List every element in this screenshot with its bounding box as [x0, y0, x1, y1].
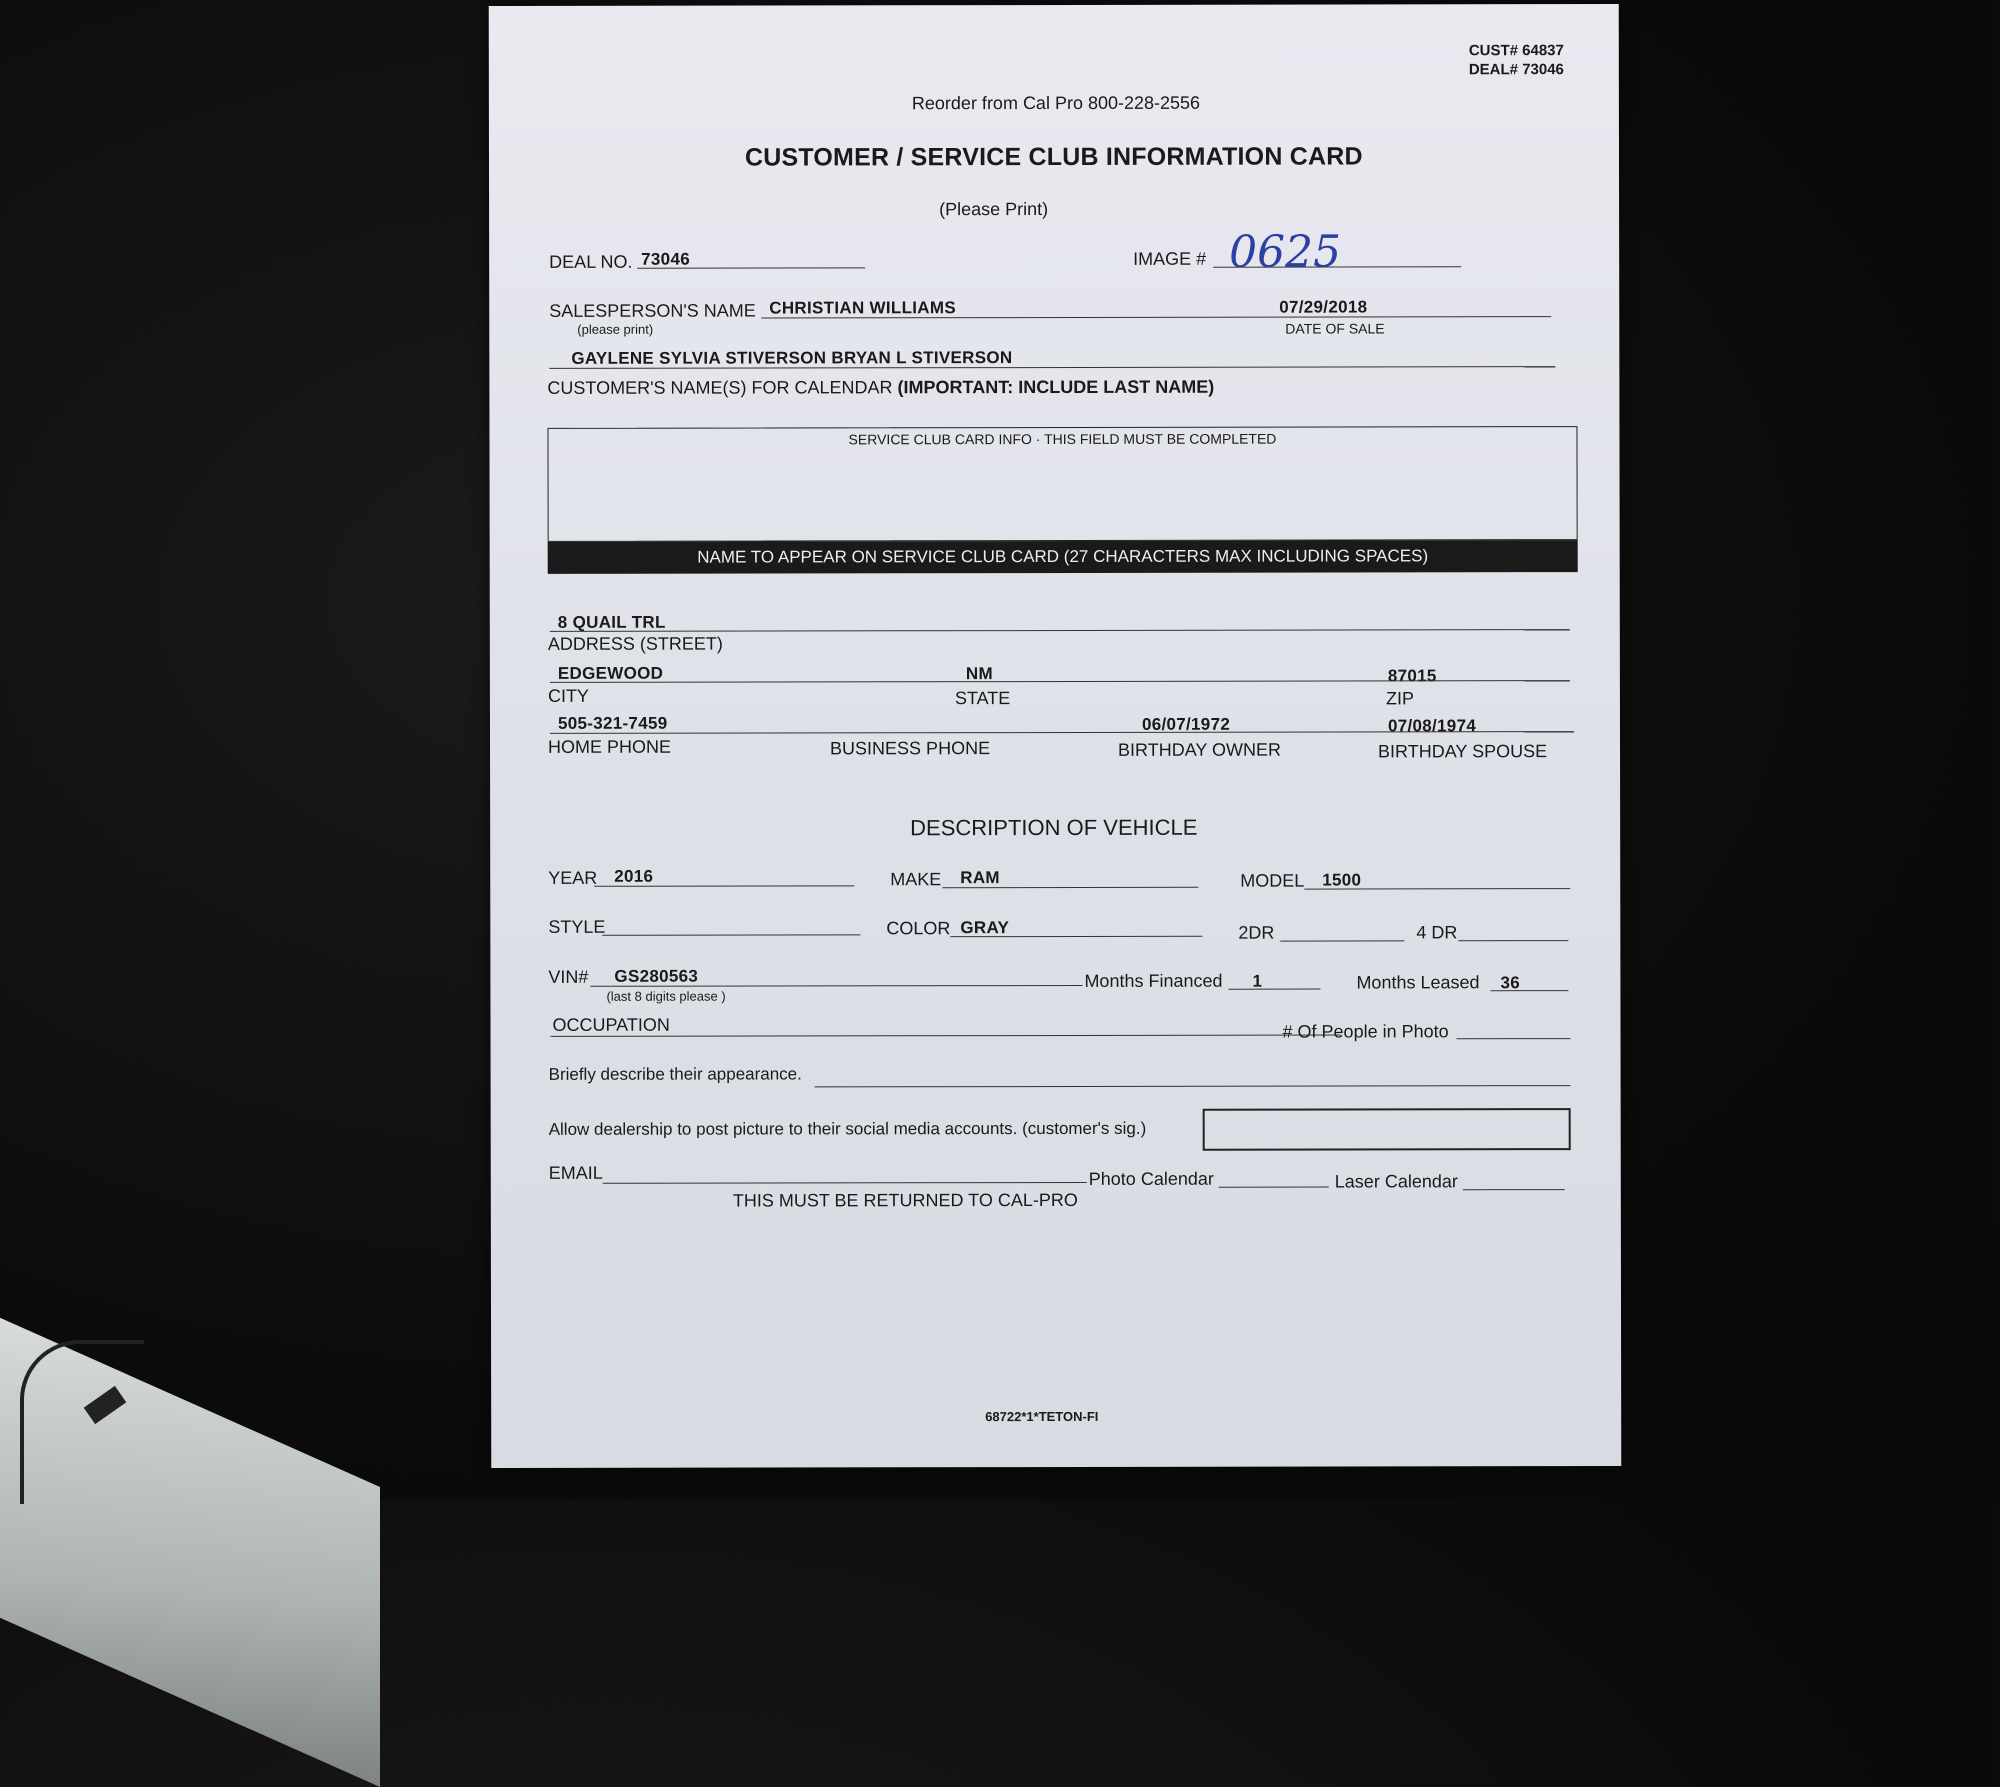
- birthday-owner-value: 06/07/1972: [1141, 714, 1231, 734]
- model-label: MODEL: [1240, 870, 1305, 891]
- image-no-label: IMAGE #: [1133, 248, 1207, 269]
- fourdr-line: [1458, 940, 1568, 941]
- make-label: MAKE: [890, 869, 942, 890]
- birthday-owner-label: BIRTHDAY OWNER: [1118, 739, 1282, 760]
- vehicle-heading: DESCRIPTION OF VEHICLE: [910, 814, 1198, 841]
- email-label: EMAIL: [548, 1162, 603, 1183]
- city-value: EDGEWOOD: [557, 663, 664, 683]
- customer-names-value: GAYLENE SYLVIA STIVERSON BRYAN L STIVERSON: [571, 348, 1013, 368]
- image-no-handwritten: 0625: [1229, 226, 1342, 278]
- please-print-note: (Please Print): [939, 199, 1049, 220]
- salesperson-label: SALESPERSON'S NAME: [549, 300, 756, 321]
- color-value: GRAY: [960, 918, 1010, 938]
- footer-code: 68722*1*TETON-FI: [985, 1408, 1099, 1425]
- customer-names-label-important: (IMPORTANT: INCLUDE LAST NAME): [897, 376, 1215, 398]
- email-line: [603, 1182, 1087, 1184]
- street-value: 8 QUAIL TRL: [557, 612, 666, 632]
- salesperson-value: CHRISTIAN WILLIAMS: [769, 298, 956, 318]
- style-line: [602, 934, 860, 935]
- twodr-label: 2DR: [1238, 922, 1275, 943]
- reorder-note: Reorder from Cal Pro 800-228-2556: [911, 92, 1201, 114]
- vin-label: VIN#: [548, 966, 589, 987]
- state-value: NM: [965, 664, 993, 684]
- zip-value: 87015: [1387, 666, 1437, 686]
- page-title: CUSTOMER / SERVICE CLUB INFORMATION CARD: [744, 142, 1363, 172]
- social-media-label: Allow dealership to post picture to their social media accounts. (customer's sig.): [548, 1118, 1147, 1139]
- salesperson-sublabel: (please print): [577, 321, 654, 337]
- social-media-signature-box: [1203, 1108, 1571, 1151]
- people-in-photo-line: [1457, 1038, 1571, 1039]
- months-leased-value: 36: [1500, 973, 1520, 993]
- laser-calendar-line: [1463, 1189, 1565, 1190]
- vin-value: GS280563: [614, 966, 699, 986]
- service-club-name-bar: NAME TO APPEAR ON SERVICE CLUB CARD (27 CHARACTERS MAX INCLUDING SPACES): [548, 540, 1578, 574]
- home-phone-value: 505-321-7459: [557, 713, 668, 733]
- photo-calendar-label: Photo Calendar: [1088, 1168, 1214, 1189]
- street-label: ADDRESS (STREET): [547, 633, 723, 654]
- customer-names-label-text: CUSTOMER'S NAME(S) FOR CALENDAR: [547, 377, 893, 398]
- year-value: 2016: [614, 866, 654, 886]
- people-in-photo-label: # Of People in Photo: [1282, 1021, 1449, 1042]
- months-financed-value: 1: [1252, 971, 1263, 991]
- deal-no-value: 73046: [641, 249, 690, 269]
- cust-number: CUST# 64837: [1468, 42, 1564, 60]
- information-card: [489, 4, 1622, 1468]
- color-label: COLOR: [886, 918, 951, 939]
- year-label: YEAR: [548, 867, 598, 888]
- vin-sublabel: (last 8 digits please ): [606, 988, 726, 1004]
- date-of-sale-value: 07/29/2018: [1279, 297, 1368, 317]
- months-financed-label: Months Financed: [1084, 970, 1223, 991]
- deal-no-label: DEAL NO.: [549, 251, 633, 272]
- street-line: [550, 629, 1570, 632]
- state-label: STATE: [954, 688, 1011, 709]
- model-value: 1500: [1322, 870, 1362, 890]
- months-financed-line: [1228, 989, 1320, 990]
- photo-calendar-line: [1219, 1187, 1329, 1188]
- appearance-line: [815, 1085, 1571, 1087]
- style-label: STYLE: [548, 916, 606, 937]
- occupation-label: OCCUPATION: [552, 1014, 670, 1035]
- birthday-spouse-label: BIRTHDAY SPOUSE: [1378, 741, 1548, 762]
- fourdr-label: 4 DR: [1416, 922, 1458, 943]
- twodr-line: [1280, 940, 1404, 941]
- make-value: RAM: [960, 868, 1000, 888]
- birthday-spouse-value: 07/08/1974: [1387, 716, 1477, 736]
- date-of-sale-label: DATE OF SALE: [1285, 320, 1385, 337]
- appearance-label: Briefly describe their appearance.: [548, 1064, 802, 1084]
- customer-names-label: [547, 377, 1214, 399]
- deal-number: DEAL# 73046: [1468, 61, 1564, 79]
- laser-calendar-label: Laser Calendar: [1334, 1171, 1458, 1192]
- cable: [20, 1340, 144, 1504]
- service-club-box-title: SERVICE CLUB CARD INFO · THIS FIELD MUST BE COMPLETED: [848, 430, 1277, 448]
- zip-label: ZIP: [1385, 688, 1414, 709]
- city-label: CITY: [547, 685, 589, 706]
- return-note: THIS MUST BE RETURNED TO CAL-PRO: [732, 1189, 1078, 1211]
- occupation-line: [551, 1035, 1341, 1037]
- business-phone-label: BUSINESS PHONE: [830, 738, 991, 759]
- months-leased-label: Months Leased: [1356, 972, 1480, 993]
- home-phone-label: HOME PHONE: [548, 736, 672, 757]
